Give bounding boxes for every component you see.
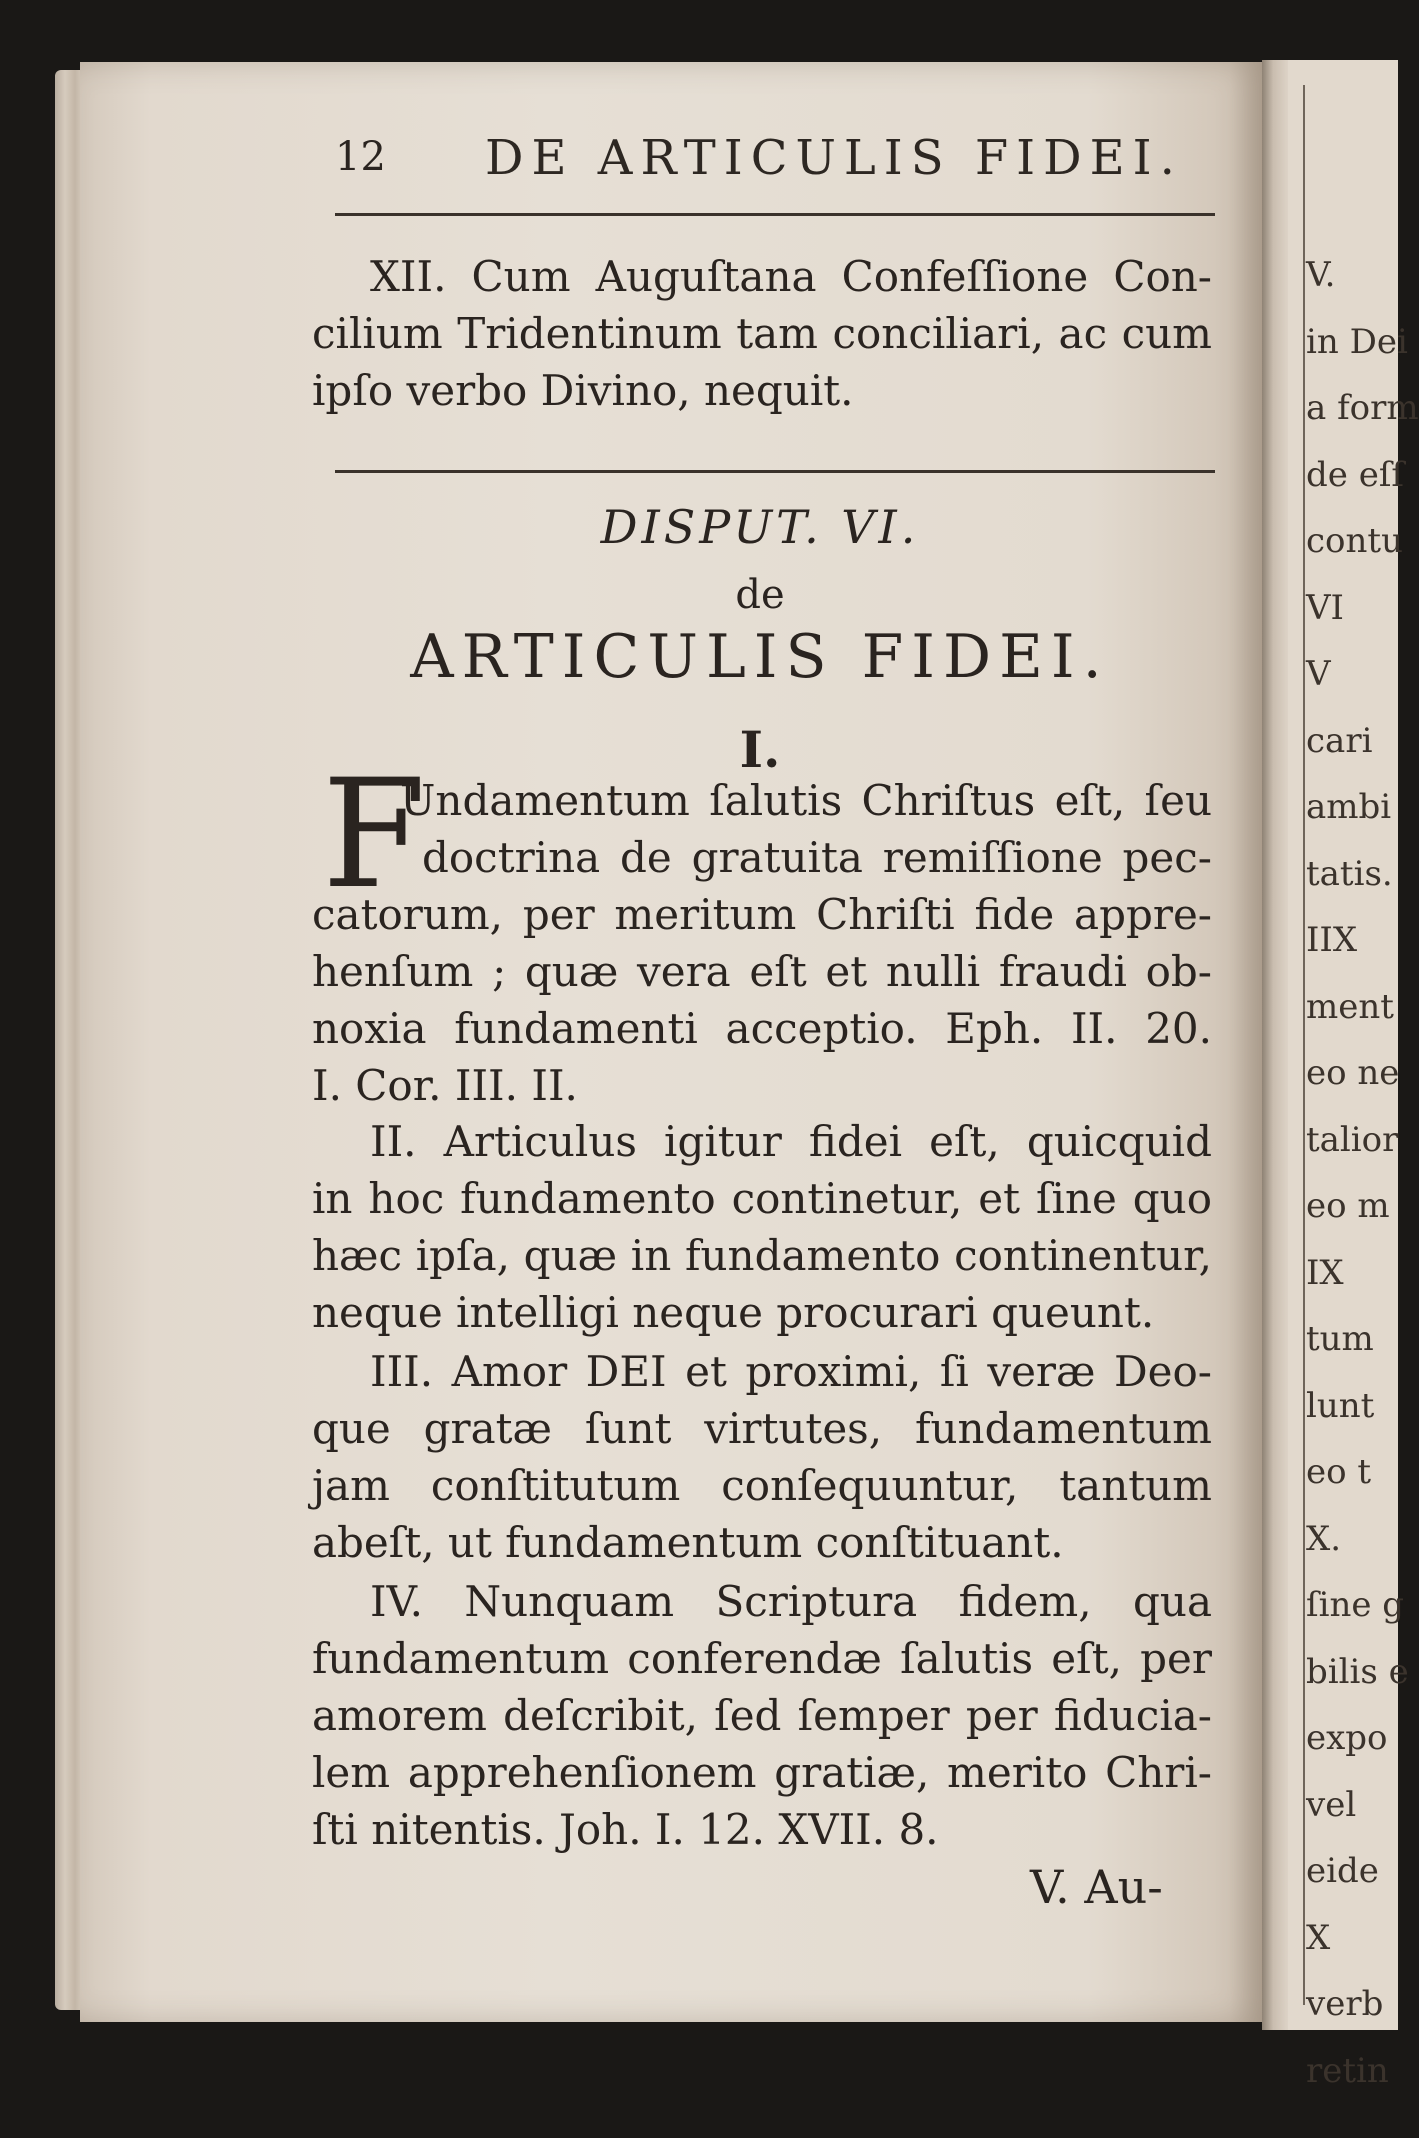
text-line: Undamentum ſalutis Chriſtus eſt, ſeu: [400, 776, 1212, 825]
right-page-fragment: eo t: [1306, 1452, 1372, 1492]
text-line: ipſo verbo Divino, nequit.: [312, 366, 854, 415]
book-gutter: [1262, 60, 1290, 2030]
text-line: abeſt, ut fundamentum conſtituant.: [312, 1518, 1064, 1567]
right-page-fragment: V.: [1306, 255, 1336, 295]
text-line: que gratæ ſunt virtutes, fundamentum: [312, 1404, 1212, 1453]
right-page-fragment: tatis.: [1306, 853, 1393, 894]
text-line: XII. Cum Auguſtana Confeſſione Con-: [370, 252, 1212, 301]
right-page-rule: [1303, 85, 1305, 2005]
right-page-fragment: eo m: [1306, 1186, 1390, 1226]
right-page-fragment: ment: [1306, 986, 1394, 1027]
right-page-fragment: bilis e: [1306, 1651, 1409, 1692]
paragraph-i: [312, 772, 1212, 1114]
text-line: ſti nitentis. Joh. I. 12. XVII. 8.: [312, 1805, 939, 1854]
text-line: fundamentum conferendæ ſalutis eſt, per: [312, 1634, 1212, 1683]
right-page-fragment: eo ne: [1306, 1053, 1400, 1093]
text-line: II. Articulus igitur fidei eſt, quicquid: [370, 1117, 1212, 1166]
right-page-fragment: tum: [1306, 1319, 1374, 1359]
right-page-fragment: X.: [1306, 1518, 1342, 1559]
right-page-fragment: expo: [1306, 1718, 1388, 1758]
section-rule: [335, 470, 1215, 473]
thesis-number: I.: [739, 720, 781, 779]
section-title: ARTICULIS FIDEI.: [410, 622, 1110, 692]
disputation-heading: DISPUT. VI.: [600, 500, 920, 554]
right-page-fragment: ambi: [1306, 787, 1392, 827]
text-line: hæc ipſa, quæ in fundamento continentur,: [312, 1231, 1212, 1280]
right-page-fragment: retin: [1306, 2050, 1389, 2091]
text-line: lem apprehenſionem gratiæ, merito Chri-: [312, 1748, 1212, 1797]
text-line: jam conſtitutum conſequuntur, tantum: [312, 1461, 1212, 1510]
right-page-fragment: V: [1306, 654, 1331, 694]
text-line: I. Cor. III. II.: [312, 1061, 578, 1110]
text-line: IV. Nunquam Scriptura fidem, qua: [370, 1577, 1212, 1626]
header-rule: [335, 213, 1215, 216]
text-line: neque intelligi neque procurari queunt.: [312, 1288, 1155, 1337]
paragraph-xii: [312, 248, 1212, 419]
right-page-fragment: eide: [1306, 1851, 1379, 1891]
right-page-fragment: IIX: [1306, 920, 1358, 960]
catchword: V. Au-: [1030, 1860, 1163, 1914]
text-line: III. Amor DEI et proximi, ſi veræ Deo-: [370, 1347, 1212, 1396]
right-page-fragment: VI: [1306, 587, 1344, 628]
right-page-fragment: talior: [1306, 1119, 1399, 1160]
heading-de: de: [735, 572, 785, 618]
text-line: amorem deſcribit, ſed ſemper per fiducia-: [312, 1691, 1212, 1740]
right-page-fragment: verb: [1306, 1984, 1384, 2024]
right-page-fragment: lunt: [1306, 1385, 1375, 1426]
right-page-fragment: a form: [1306, 388, 1419, 428]
paragraph-ii: [312, 1113, 1212, 1341]
text-line: catorum, per meritum Chriſti fide appre-: [312, 890, 1212, 939]
running-title: DE ARTICULIS FIDEI.: [485, 130, 1183, 186]
drop-cap: F: [322, 748, 427, 922]
text-line: henſum ; quæ vera eſt et nulli fraudi ob-: [312, 947, 1212, 996]
right-page-fragment: contu: [1306, 521, 1403, 561]
right-page-fragment: X: [1306, 1917, 1331, 1958]
text-line: in hoc fundamento continetur, et ſine quo: [312, 1174, 1212, 1223]
paragraph-iv: [312, 1573, 1212, 1858]
right-page-fragment: IX: [1306, 1252, 1344, 1293]
right-page-fragment: de eſſ: [1306, 454, 1404, 495]
paragraph-iii: [312, 1343, 1212, 1571]
text-line: cilium Tridentinum tam conciliari, ac cum: [312, 309, 1212, 358]
right-page-fragment: in Dei: [1306, 321, 1408, 362]
right-page-fragment: vel: [1306, 1784, 1357, 1825]
text-line: doctrina de gratuita remiſſione pec-: [422, 833, 1212, 882]
page-number: 12: [335, 134, 386, 180]
right-page-fragment: ſine g: [1306, 1585, 1405, 1625]
right-page-fragment: cari: [1306, 720, 1373, 761]
text-line: noxia fundamenti acceptio. Eph. II. 20.: [312, 1004, 1212, 1053]
